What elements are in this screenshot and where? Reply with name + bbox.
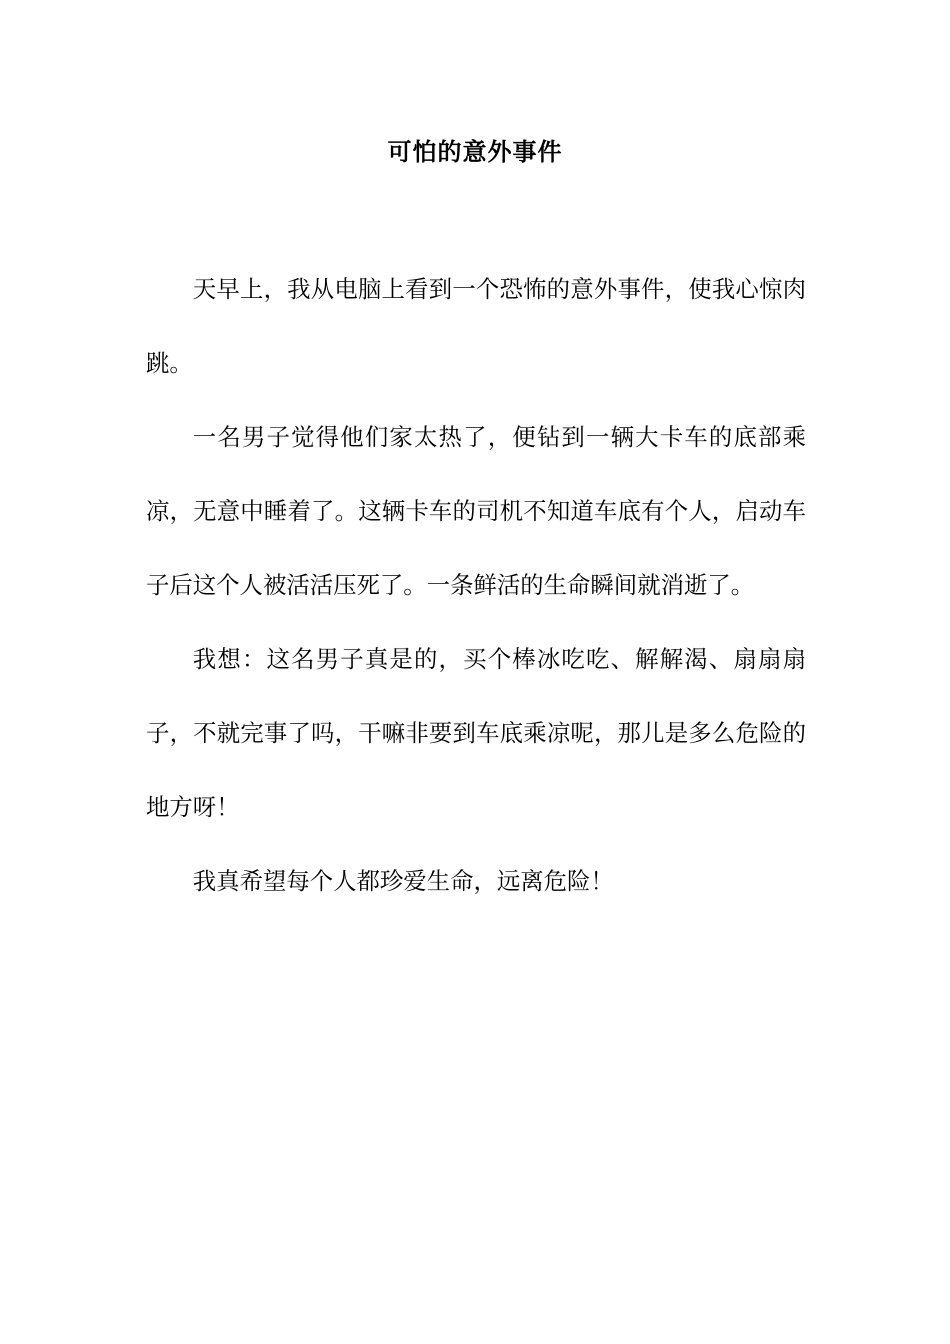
- document-title: 可怕的意外事件: [387, 137, 563, 166]
- document-body: [146, 252, 806, 918]
- paragraph-2: 一名男子觉得他们家太热了，便钻到一辆大卡车的底部乘凉，无意中睡着了。这辆卡车的司机不知道车底有个人，启动车子后这个人被活活压死了。一条鲜活的生命瞬间就消逝了。: [146, 423, 806, 599]
- paragraph-3: 我想：这名男子真是的，买个棒冰吃吃、解解渴、扇扇扇子，不就完事了吗，干嘛非要到车底乘凉呢，那儿是多么危险的地方呀！: [146, 645, 806, 821]
- paragraph-1: 天早上，我从电脑上看到一个恐怖的意外事件，使我心惊肉跳。: [146, 275, 806, 377]
- paragraph-4: 我真希望每个人都珍爱生命，远离危险！: [192, 867, 614, 895]
